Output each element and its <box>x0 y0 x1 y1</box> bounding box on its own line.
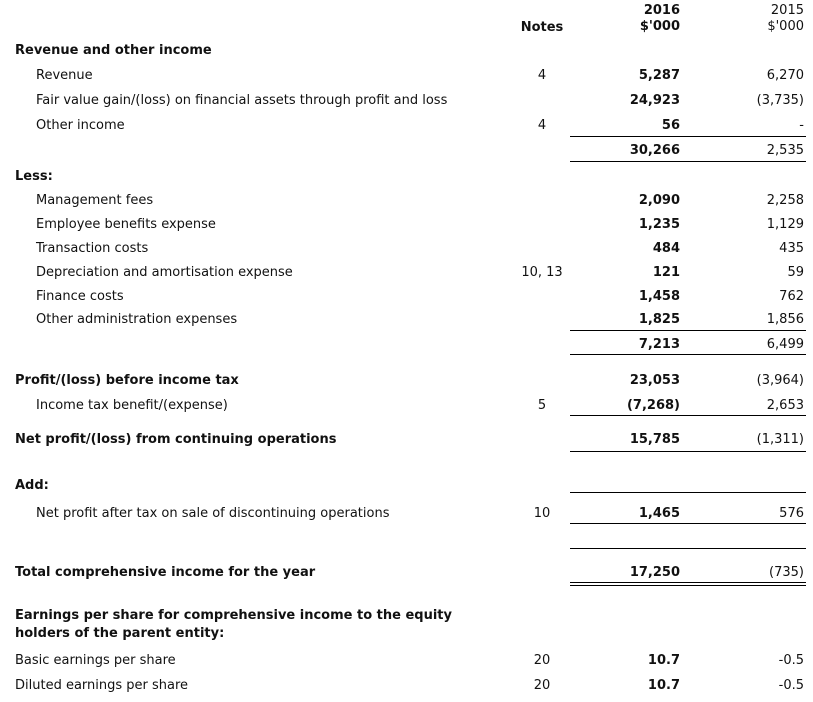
basic-eps-note: 20 <box>533 653 551 668</box>
total-comprehensive-current: 17,250 <box>629 565 680 580</box>
income-tax-prior: 2,653 <box>766 398 804 413</box>
row-prior: (3,735) <box>756 93 804 108</box>
income-tax-label: Income tax benefit/(expense) <box>36 398 228 413</box>
row-current: 24,923 <box>629 93 680 108</box>
divider <box>570 451 806 452</box>
eps-section-title-line2: holders of the parent entity: <box>15 626 225 641</box>
divider <box>570 523 806 524</box>
row-current: 5,287 <box>638 68 680 83</box>
diluted-eps-current: 10.7 <box>647 678 680 693</box>
discontinued-ops-prior: 576 <box>779 506 804 521</box>
divider <box>570 585 806 586</box>
row-current: 56 <box>661 118 680 133</box>
net-profit-continuing-label: Net profit/(loss) from continuing operations <box>15 432 337 447</box>
revenue-section-title: Revenue and other income <box>15 43 212 58</box>
profit-before-tax-current: 23,053 <box>629 373 680 388</box>
profit-before-tax-label: Profit/(loss) before income tax <box>15 373 239 388</box>
less-total-current: 7,213 <box>638 337 680 352</box>
net-profit-continuing-prior: (1,311) <box>756 432 804 447</box>
notes-header: Notes <box>520 20 564 35</box>
divider <box>570 415 806 416</box>
row-label: Employee benefits expense <box>36 217 216 232</box>
total-comprehensive-label: Total comprehensive income for the year <box>15 565 316 580</box>
row-note: 4 <box>537 118 547 133</box>
row-current: 121 <box>652 265 680 280</box>
row-prior: 435 <box>779 241 804 256</box>
revenue-total-prior: 2,535 <box>766 143 804 158</box>
income-tax-note: 5 <box>537 398 547 413</box>
row-prior: 2,258 <box>766 193 804 208</box>
row-label: Revenue <box>36 68 93 83</box>
basic-eps-current: 10.7 <box>647 653 680 668</box>
discontinued-ops-note: 10 <box>533 506 551 521</box>
basic-eps-label: Basic earnings per share <box>15 653 176 668</box>
row-prior: 59 <box>787 265 804 280</box>
divider <box>570 354 806 355</box>
eps-section-title: Earnings per share for comprehensive income to the equity <box>15 608 452 623</box>
row-prior: 762 <box>779 289 804 304</box>
revenue-total-current: 30,266 <box>629 143 680 158</box>
add-section-title: Add: <box>15 478 49 493</box>
less-section-title: Less: <box>15 169 53 184</box>
row-label: Other income <box>36 118 125 133</box>
row-prior: 1,129 <box>766 217 804 232</box>
diluted-eps-note: 20 <box>533 678 551 693</box>
year-current-unit: $'000 <box>639 19 680 34</box>
row-note: 4 <box>537 68 547 83</box>
net-profit-continuing-current: 15,785 <box>629 432 680 447</box>
divider <box>570 161 806 162</box>
row-current: 484 <box>652 241 680 256</box>
discontinued-ops-label: Net profit after tax on sale of discontinuing operations <box>36 506 390 521</box>
row-label: Finance costs <box>36 289 124 304</box>
row-prior: 1,856 <box>766 312 804 327</box>
row-current: 1,458 <box>638 289 680 304</box>
row-prior: 6,270 <box>766 68 804 83</box>
row-note: 10, 13 <box>521 265 563 280</box>
row-current: 1,825 <box>638 312 680 327</box>
divider <box>570 548 806 549</box>
row-label: Transaction costs <box>36 241 149 256</box>
row-current: 2,090 <box>638 193 680 208</box>
year-current-header: 2016 <box>643 3 680 18</box>
row-label: Other administration expenses <box>36 312 238 327</box>
less-total-prior: 6,499 <box>766 337 804 352</box>
row-label: Fair value gain/(loss) on financial assets through profit and loss <box>36 93 448 108</box>
divider <box>570 492 806 493</box>
basic-eps-prior: -0.5 <box>778 653 804 668</box>
diluted-eps-prior: -0.5 <box>778 678 804 693</box>
income-tax-current: (7,268) <box>626 398 680 413</box>
row-label: Management fees <box>36 193 154 208</box>
divider <box>570 330 806 331</box>
total-comprehensive-prior: (735) <box>769 565 804 580</box>
year-prior-unit: $'000 <box>767 19 804 34</box>
row-label: Depreciation and amortisation expense <box>36 265 293 280</box>
row-prior: - <box>799 118 804 133</box>
row-current: 1,235 <box>638 217 680 232</box>
profit-before-tax-prior: (3,964) <box>756 373 804 388</box>
divider <box>570 582 806 583</box>
year-prior-header: 2015 <box>770 3 804 18</box>
discontinued-ops-current: 1,465 <box>638 506 680 521</box>
divider <box>570 136 806 137</box>
diluted-eps-label: Diluted earnings per share <box>15 678 189 693</box>
